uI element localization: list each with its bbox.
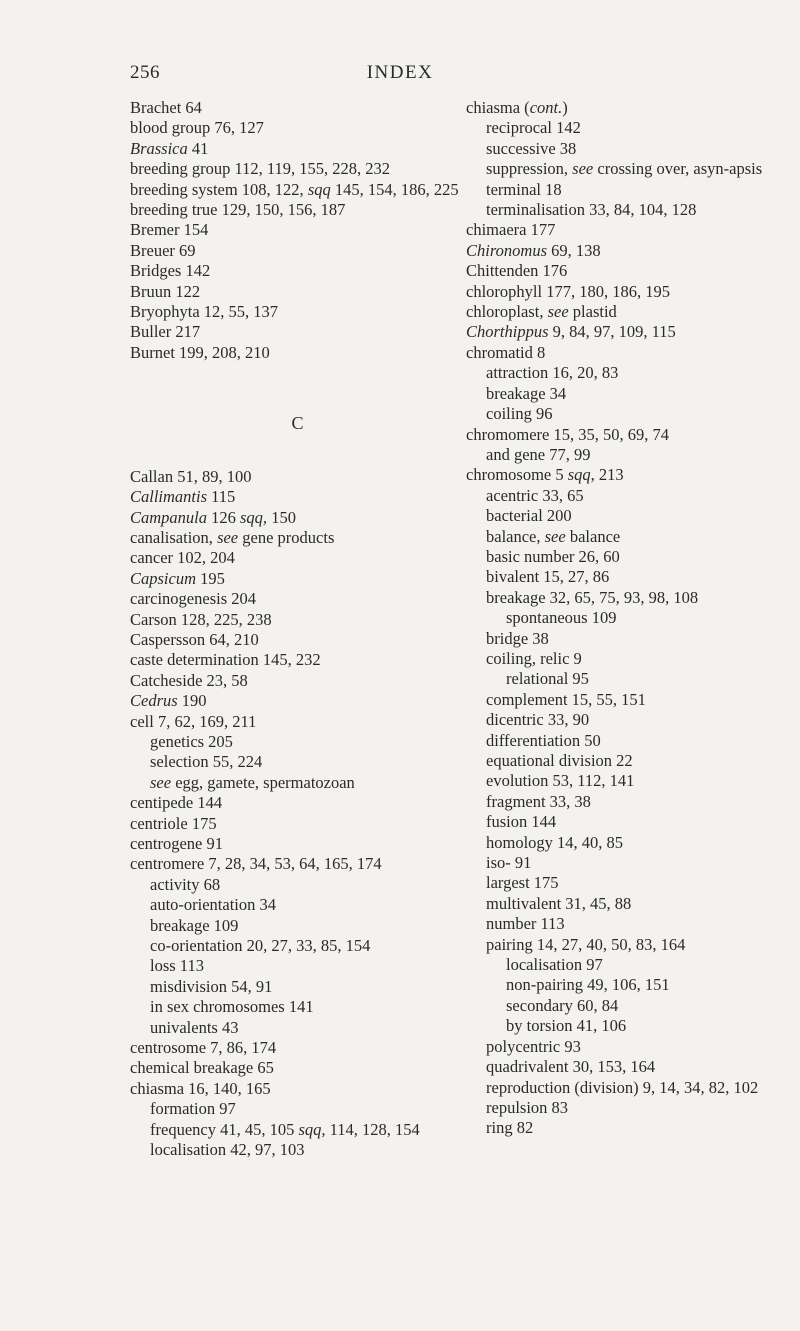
entry-text: relational 95 bbox=[506, 669, 589, 689]
entry-text: Catcheside 23, 58 bbox=[130, 670, 248, 690]
entry-text: chromomere 15, 35, 50, 69, 74 bbox=[466, 424, 670, 444]
index-subentry bbox=[466, 996, 796, 1016]
italic-text: see bbox=[217, 527, 239, 547]
index-subentry bbox=[466, 180, 796, 200]
entry-text: 195 bbox=[196, 568, 225, 588]
entry-text: misdivision 54, 91 bbox=[150, 976, 273, 996]
index-entry bbox=[130, 322, 465, 342]
index-subentry bbox=[466, 527, 796, 547]
index-entry bbox=[466, 322, 796, 342]
page-number: 256 bbox=[130, 62, 160, 83]
italic-text: sqq, bbox=[240, 507, 268, 527]
entry-text: cell 7, 62, 169, 211 bbox=[130, 711, 257, 731]
index-subentry bbox=[466, 731, 796, 751]
index-subentry bbox=[466, 833, 796, 853]
index-entry bbox=[466, 425, 796, 445]
index-subentry bbox=[130, 1099, 465, 1119]
index-entry bbox=[130, 159, 465, 179]
index-subentry bbox=[466, 200, 796, 220]
index-subentry bbox=[466, 751, 796, 771]
entry-text: breakage 34 bbox=[486, 383, 567, 403]
index-subentry bbox=[466, 118, 796, 138]
italic-text: sqq, bbox=[567, 465, 595, 485]
entry-text: loss 113 bbox=[150, 956, 204, 976]
index-entry bbox=[130, 1079, 465, 1099]
entry-text: 114, 128, 154 bbox=[325, 1119, 420, 1139]
index-subentry bbox=[466, 690, 796, 710]
index-subentry bbox=[466, 873, 796, 893]
index-subentry bbox=[466, 955, 796, 975]
index-subentry bbox=[130, 977, 465, 997]
entry-text: chromatid 8 bbox=[466, 342, 546, 362]
entry-text: centrogene 91 bbox=[130, 834, 223, 853]
index-subentry bbox=[466, 812, 796, 832]
entry-text: 126 bbox=[207, 507, 241, 527]
entry-text: breeding true 129, 150, 156, 187 bbox=[130, 200, 346, 220]
italic-text: see bbox=[547, 302, 569, 322]
index-subentry bbox=[466, 139, 796, 159]
entry-text: dicentric 33, 90 bbox=[486, 710, 590, 730]
index-entry bbox=[130, 650, 465, 670]
index-subentry bbox=[130, 773, 465, 793]
index-subentry bbox=[466, 1057, 796, 1077]
index-subentry bbox=[466, 1078, 796, 1098]
entry-text: univalents 43 bbox=[150, 1017, 239, 1037]
entry-text: egg, gamete, spermatozoan bbox=[171, 772, 355, 792]
index-entry bbox=[130, 261, 465, 281]
entry-text: selection 55, 224 bbox=[150, 752, 263, 772]
entry-text: acentric 33, 65 bbox=[486, 485, 584, 505]
entry-text: canalisation, bbox=[130, 527, 218, 547]
index-subentry bbox=[466, 1118, 796, 1138]
entry-text: repulsion 83 bbox=[486, 1097, 569, 1117]
entry-text: ring 82 bbox=[486, 1118, 534, 1138]
entry-text: localisation 42, 97, 103 bbox=[150, 1140, 305, 1160]
italic-text: see bbox=[150, 772, 172, 792]
index-subentry bbox=[466, 404, 796, 424]
entry-text: breakage 32, 65, 75, 93, 98, 108 bbox=[486, 587, 699, 607]
index-subentry bbox=[466, 853, 796, 873]
entry-text: Breuer 69 bbox=[130, 240, 196, 260]
entry-text: Chittenden 176 bbox=[466, 261, 568, 281]
index-column-left bbox=[130, 98, 465, 1161]
index-subentry bbox=[466, 384, 796, 404]
index-subentry bbox=[130, 875, 465, 895]
index-entry bbox=[466, 220, 796, 240]
index-subentry bbox=[466, 506, 796, 526]
index-column-right bbox=[466, 98, 796, 1139]
italic-text: Brassica bbox=[130, 138, 188, 158]
entry-text: formation 97 bbox=[150, 1099, 236, 1119]
index-entry bbox=[466, 343, 796, 363]
entry-text: 69, 138 bbox=[547, 240, 601, 260]
index-subentry bbox=[466, 669, 796, 689]
index-subentry bbox=[466, 935, 796, 955]
index-subentry bbox=[466, 567, 796, 587]
index-entry bbox=[130, 569, 465, 589]
index-subentry bbox=[466, 608, 796, 628]
entry-text: Bruun 122 bbox=[130, 281, 201, 301]
entry-text: Buller 217 bbox=[130, 322, 201, 342]
entry-text: 41 bbox=[187, 138, 209, 158]
entry-text: breeding group 112, 119, 155, 228, 232 bbox=[130, 159, 390, 179]
entry-text: Carson 128, 225, 238 bbox=[130, 609, 272, 629]
index-subentry bbox=[466, 1016, 796, 1036]
entry-text: attraction 16, 20, 83 bbox=[486, 363, 619, 383]
entry-text: crossing over, asyn-apsis bbox=[593, 159, 763, 179]
italic-text: Callimantis bbox=[130, 487, 208, 507]
entry-text: successive 38 bbox=[486, 138, 577, 158]
entry-text: bridge 38 bbox=[486, 628, 549, 648]
index-entry bbox=[466, 282, 796, 302]
italic-text: sqq bbox=[307, 179, 331, 199]
italic-text: see bbox=[572, 159, 594, 179]
index-entry bbox=[130, 220, 465, 240]
entry-text: homology 14, 40, 85 bbox=[486, 832, 624, 852]
index-entry bbox=[130, 487, 465, 507]
entry-text: secondary 60, 84 bbox=[506, 995, 619, 1015]
entry-text: genetics 205 bbox=[150, 731, 233, 751]
entry-text: Brachet 64 bbox=[130, 98, 202, 117]
index-entry bbox=[130, 139, 465, 159]
entry-text: by torsion 41, 106 bbox=[506, 1016, 627, 1036]
entry-text: evolution 53, 112, 141 bbox=[486, 771, 635, 791]
index-subentry bbox=[466, 792, 796, 812]
entry-text: chromosome 5 bbox=[466, 465, 568, 485]
entry-text: Bremer 154 bbox=[130, 220, 209, 240]
entry-text: 145, 154, 186, 225 bbox=[330, 179, 459, 199]
entry-text: chloroplast, bbox=[466, 302, 548, 322]
entry-text: ) bbox=[562, 98, 568, 117]
entry-text: pairing 14, 27, 40, 50, 83, 164 bbox=[486, 934, 686, 954]
index-entry bbox=[130, 508, 465, 528]
index-subentry bbox=[466, 363, 796, 383]
index-subentry bbox=[130, 956, 465, 976]
index-subentry bbox=[466, 588, 796, 608]
index-entry bbox=[130, 241, 465, 261]
index-subentry bbox=[466, 914, 796, 934]
italic-text: Chironomus bbox=[466, 240, 547, 260]
entry-text: cancer 102, 204 bbox=[130, 548, 235, 568]
entry-text: Bryophyta 12, 55, 137 bbox=[130, 302, 279, 322]
index-entry bbox=[130, 712, 465, 732]
entry-text: bivalent 15, 27, 86 bbox=[486, 567, 610, 587]
index-entry bbox=[466, 302, 796, 322]
index-subentry bbox=[466, 710, 796, 730]
entry-text: Callan 51, 89, 100 bbox=[130, 466, 252, 486]
entry-text: polycentric 93 bbox=[486, 1036, 581, 1056]
index-subentry bbox=[130, 1018, 465, 1038]
entry-text: frequency 41, 45, 105 bbox=[150, 1119, 299, 1139]
entry-text: terminal 18 bbox=[486, 179, 562, 199]
entry-text: 9, 84, 97, 109, 115 bbox=[548, 322, 676, 342]
italic-text: see bbox=[544, 526, 566, 546]
entry-text: largest 175 bbox=[486, 873, 559, 893]
index-entry bbox=[130, 589, 465, 609]
index-entry bbox=[130, 691, 465, 711]
entry-text: 213 bbox=[594, 465, 624, 485]
entry-text: fragment 33, 38 bbox=[486, 791, 591, 811]
index-entry bbox=[130, 118, 465, 138]
index-entry bbox=[130, 814, 465, 834]
entry-text: centipede 144 bbox=[130, 793, 223, 813]
index-subentry bbox=[466, 445, 796, 465]
index-entry bbox=[130, 467, 465, 487]
entry-text: differentiation 50 bbox=[486, 730, 601, 750]
index-entry bbox=[130, 548, 465, 568]
index-entry bbox=[130, 1058, 465, 1078]
index-subentry bbox=[130, 732, 465, 752]
entry-text: co-orientation 20, 27, 33, 85, 154 bbox=[150, 936, 371, 956]
index-entry bbox=[130, 180, 465, 200]
italic-text: cont. bbox=[529, 98, 563, 117]
index-subentry bbox=[130, 1140, 465, 1160]
entry-text: breeding system 108, 122, bbox=[130, 179, 308, 199]
entry-text: in sex chromosomes 141 bbox=[150, 997, 314, 1017]
entry-text: complement 15, 55, 151 bbox=[486, 689, 646, 709]
index-entry bbox=[130, 793, 465, 813]
italic-text: Campanula bbox=[130, 507, 208, 527]
index-subentry bbox=[466, 894, 796, 914]
index-entry bbox=[130, 671, 465, 691]
index-entry bbox=[130, 302, 465, 322]
entry-text: spontaneous 109 bbox=[506, 608, 617, 628]
entry-text: localisation 97 bbox=[506, 955, 603, 975]
index-entry bbox=[466, 98, 796, 118]
index-subentry bbox=[466, 649, 796, 669]
index-subentry bbox=[130, 1120, 465, 1140]
entry-text: terminalisation 33, 84, 104, 128 bbox=[486, 200, 697, 220]
index-subentry bbox=[130, 997, 465, 1017]
index-subentry bbox=[466, 159, 796, 179]
entry-text: activity 68 bbox=[150, 874, 221, 894]
entry-text: and gene 77, 99 bbox=[486, 444, 591, 464]
entry-text: breakage 109 bbox=[150, 915, 239, 935]
index-entry bbox=[466, 261, 796, 281]
index-entry bbox=[130, 98, 465, 118]
entry-text: reciprocal 142 bbox=[486, 118, 581, 138]
index-entry bbox=[130, 343, 465, 363]
entry-text: auto-orientation 34 bbox=[150, 895, 277, 915]
italic-text: sqq, bbox=[298, 1119, 326, 1139]
entry-text: balance bbox=[565, 526, 621, 546]
index-entry bbox=[466, 241, 796, 261]
entry-text: coiling 96 bbox=[486, 404, 553, 424]
entry-text: caste determination 145, 232 bbox=[130, 650, 321, 670]
index-subentry bbox=[466, 547, 796, 567]
index-subentry bbox=[466, 486, 796, 506]
entry-text: 150 bbox=[267, 507, 296, 527]
entry-text: centrosome 7, 86, 174 bbox=[130, 1038, 277, 1058]
entry-text: centromere 7, 28, 34, 53, 64, 165, 174 bbox=[130, 854, 382, 874]
entry-text: coiling, relic 9 bbox=[486, 648, 582, 668]
italic-text: Chorthippus bbox=[466, 322, 549, 342]
entry-text: number 113 bbox=[486, 914, 565, 934]
index-subentry bbox=[466, 975, 796, 995]
entry-text: 115 bbox=[207, 487, 236, 507]
index-subentry bbox=[466, 1098, 796, 1118]
entry-text: gene products bbox=[238, 527, 335, 547]
section-letter: C bbox=[291, 413, 304, 434]
index-entry bbox=[130, 610, 465, 630]
entry-text: blood group 76, 127 bbox=[130, 118, 264, 138]
index-subentry bbox=[130, 895, 465, 915]
entry-text: chimaera 177 bbox=[466, 220, 556, 240]
entry-text: Caspersson 64, 210 bbox=[130, 629, 259, 649]
entry-text: Bridges 142 bbox=[130, 261, 211, 281]
entry-text: centriole 175 bbox=[130, 813, 217, 833]
entry-text: chemical breakage 65 bbox=[130, 1058, 274, 1078]
index-entry bbox=[130, 834, 465, 854]
index-subentry bbox=[466, 771, 796, 791]
index-entry bbox=[130, 630, 465, 650]
index-entry bbox=[466, 465, 796, 485]
entry-text: equational division 22 bbox=[486, 751, 633, 770]
entry-text: chiasma ( bbox=[466, 98, 530, 117]
index-subentry bbox=[130, 936, 465, 956]
entry-text: multivalent 31, 45, 88 bbox=[486, 893, 632, 913]
entry-text: quadrivalent 30, 153, 164 bbox=[486, 1057, 656, 1077]
entry-text: carcinogenesis 204 bbox=[130, 589, 256, 609]
index-entry bbox=[130, 282, 465, 302]
index-subentry bbox=[130, 916, 465, 936]
entry-text: fusion 144 bbox=[486, 812, 557, 832]
entry-text: chlorophyll 177, 180, 186, 195 bbox=[466, 281, 670, 301]
entry-text: basic number 26, 60 bbox=[486, 546, 620, 566]
entry-text: plastid bbox=[568, 302, 617, 322]
entry-text: balance, bbox=[486, 526, 545, 546]
entry-text: reproduction (division) 9, 14, 34, 82, 102 bbox=[486, 1077, 759, 1097]
entry-text: 190 bbox=[177, 691, 207, 711]
index-subentry bbox=[466, 629, 796, 649]
entry-text: suppression, bbox=[486, 159, 573, 179]
index-entry bbox=[130, 528, 465, 548]
index-subentry bbox=[130, 752, 465, 772]
entry-text: Burnet 199, 208, 210 bbox=[130, 342, 270, 362]
index-subentry bbox=[466, 1037, 796, 1057]
running-head: INDEX bbox=[366, 62, 434, 83]
index-entry bbox=[130, 1038, 465, 1058]
entry-text: iso- 91 bbox=[486, 853, 532, 873]
entry-text: non-pairing 49, 106, 151 bbox=[506, 975, 670, 995]
italic-text: Cedrus bbox=[130, 691, 178, 711]
index-entry bbox=[130, 854, 465, 874]
entry-text: chiasma 16, 140, 165 bbox=[130, 1078, 271, 1098]
index-entry bbox=[130, 200, 465, 220]
entry-text: bacterial 200 bbox=[486, 506, 572, 526]
italic-text: Capsicum bbox=[130, 568, 196, 588]
